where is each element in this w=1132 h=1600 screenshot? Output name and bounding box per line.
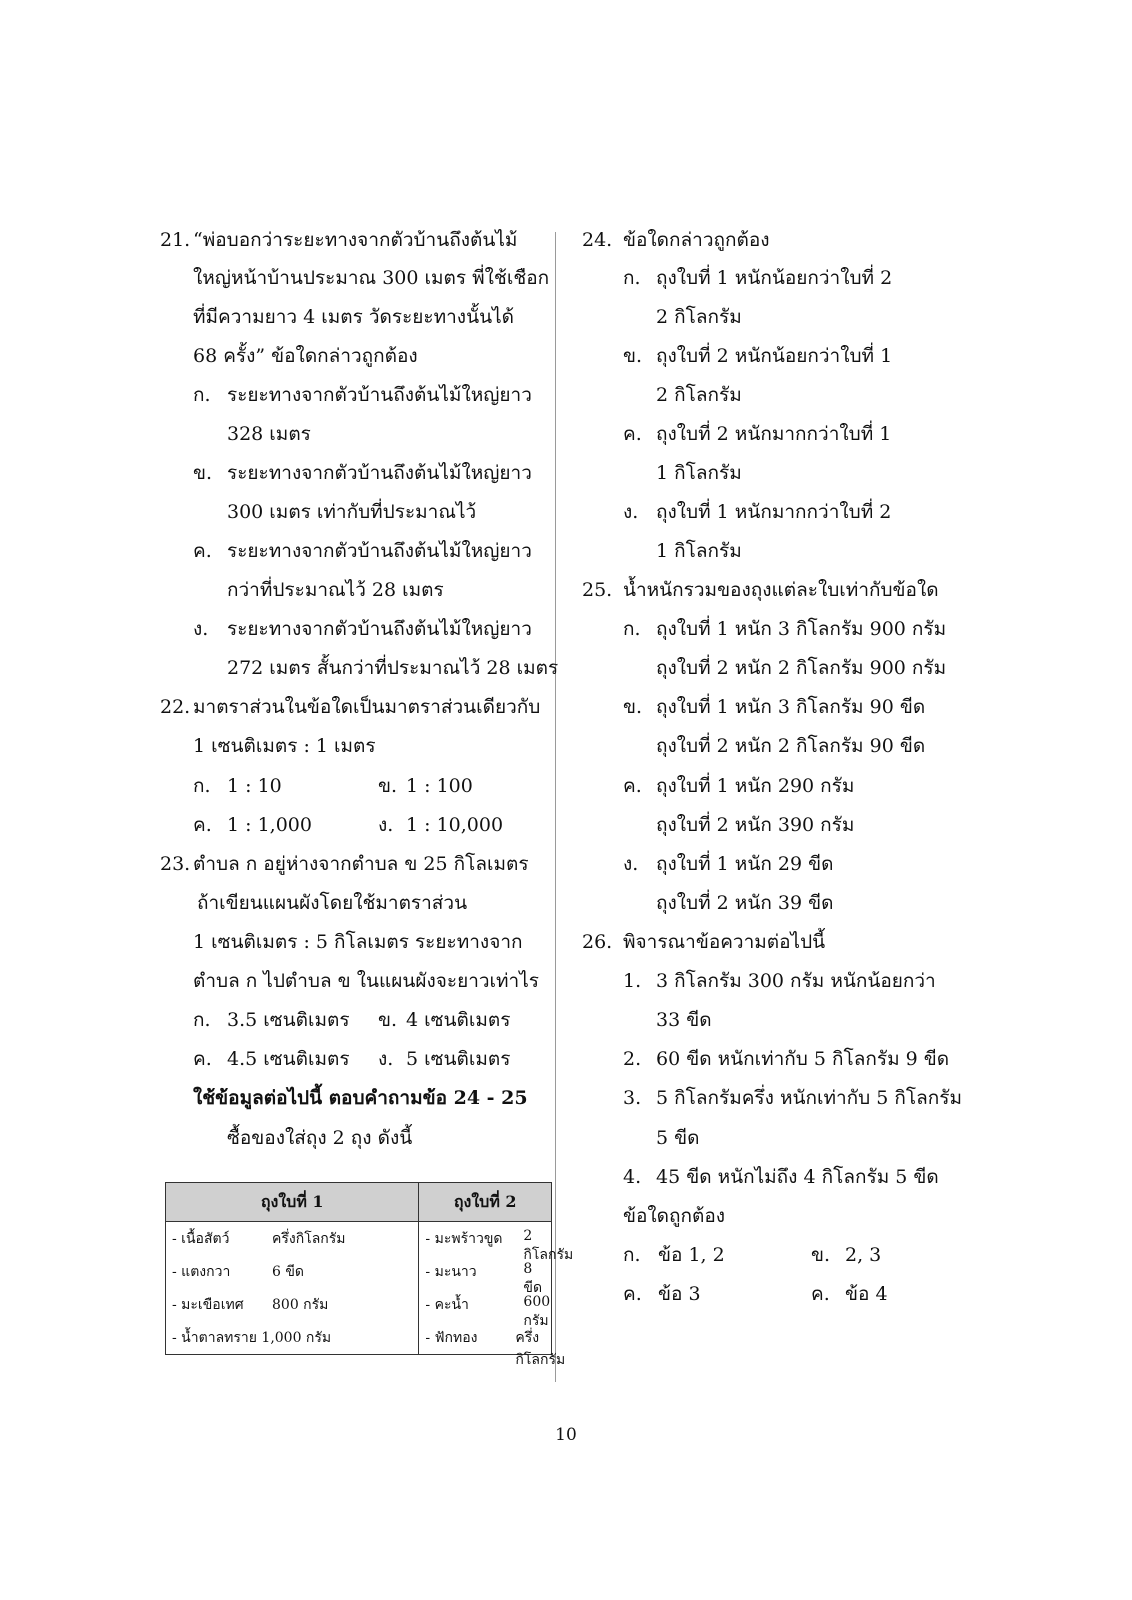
q24-choice-text: ถุงใบที่ 2 หนักมากกว่าใบที่ 1 xyxy=(656,423,892,445)
q21-stem-line: 68 ครั้ง” ข้อใดกล่าวถูกต้อง xyxy=(193,345,418,367)
q26-statement-text: 5 กิโลกรัมครึ่ง หนักเท่ากับ 5 กิโลกรัม xyxy=(656,1087,962,1109)
item-name: - มะเขือเทศ xyxy=(172,1296,244,1313)
q23-choice-label: ค. xyxy=(193,1048,212,1070)
q22-stem-line: 1 เซนติเมตร : 1 เมตร xyxy=(193,735,376,757)
table-row xyxy=(166,1255,552,1288)
q24-choice-text: 2 กิโลกรัม xyxy=(656,384,742,406)
item-amount: ครึ่งกิโลกรัม xyxy=(272,1230,346,1247)
item-amount: 2 กิโลกรัม xyxy=(523,1227,574,1263)
q24-choice-label: ก. xyxy=(623,267,641,289)
q25-stem: น้ำหนักรวมของถุงแต่ละใบเท่ากับข้อใด xyxy=(623,579,939,601)
q21-choice-text: ระยะทางจากตัวบ้านถึงต้นไม้ใหญ่ยาว xyxy=(227,618,532,640)
q21-choice-text: กว่าที่ประมาณไว้ 28 เมตร xyxy=(227,579,444,601)
item-name: - แตงกวา xyxy=(172,1263,231,1280)
q22-choice-text: 1 : 10,000 xyxy=(406,814,504,836)
item-amount: ครึ่งกิโลกรัม xyxy=(515,1329,566,1368)
q21-choice-text: 272 เมตร สั้นกว่าที่ประมาณไว้ 28 เมตร xyxy=(227,657,559,679)
q25-choice-text: ถุงใบที่ 1 หนัก 3 กิโลกรัม 90 ขีด xyxy=(656,696,926,718)
page-number: 10 xyxy=(555,1425,577,1445)
q24-number: 24. xyxy=(582,229,613,251)
table-cell xyxy=(166,1255,419,1288)
item-name: - เนื้อสัตว์ xyxy=(172,1230,230,1247)
item-amount: 600 กรัม xyxy=(523,1293,551,1329)
q23-choice-text: 5 เซนติเมตร xyxy=(406,1048,511,1070)
item-amount: 6 ขีด xyxy=(272,1263,305,1280)
q21-choice-label: ค. xyxy=(193,540,212,562)
q22-choice-label: ค. xyxy=(193,814,212,836)
column-divider xyxy=(555,232,556,1382)
q22-choice-text: 1 : 100 xyxy=(406,775,473,797)
q26-choice-label: ค. xyxy=(623,1283,642,1305)
q26-choice-text: 2, 3 xyxy=(845,1244,882,1266)
table-cell xyxy=(419,1321,566,1368)
q26-statement-text: 5 ขีด xyxy=(656,1127,700,1149)
q25-number: 25. xyxy=(582,579,613,601)
q22-choice-label: ง. xyxy=(378,814,394,836)
info-intro: ซื้อของใส่ถุง 2 ถุง ดังนี้ xyxy=(227,1127,413,1149)
table-cell xyxy=(166,1222,419,1256)
q26-choice-label: ก. xyxy=(623,1244,641,1266)
item-name: - ฟักทอง xyxy=(425,1329,478,1346)
q21-choice-text: ระยะทางจากตัวบ้านถึงต้นไม้ใหญ่ยาว xyxy=(227,540,532,562)
item-name: - มะพร้าวขูด xyxy=(425,1230,503,1247)
q26-choice-label: ค. xyxy=(811,1283,830,1305)
item-amount: 800 กรัม xyxy=(272,1296,329,1313)
q26-statement-text: 3 กิโลกรัม 300 กรัม หนักน้อยกว่า xyxy=(656,970,936,992)
q26-statement-text: 45 ขีด หนักไม่ถึง 4 กิโลกรัม 5 ขีด xyxy=(656,1166,939,1188)
q21-choice-text: 300 เมตร เท่ากับที่ประมาณไว้ xyxy=(227,501,477,523)
table-cell xyxy=(419,1222,574,1263)
q21-choice-text: ระยะทางจากตัวบ้านถึงต้นไม้ใหญ่ยาว xyxy=(227,384,532,406)
q23-choice-label: ข. xyxy=(378,1009,398,1031)
bags-table xyxy=(165,1182,574,1368)
q24-stem: ข้อใดกล่าวถูกต้อง xyxy=(623,229,770,251)
q24-choice-text: ถุงใบที่ 1 หนักน้อยกว่าใบที่ 2 xyxy=(656,267,893,289)
q24-choice-text: 1 กิโลกรัม xyxy=(656,462,742,484)
table-row xyxy=(166,1222,552,1256)
q24-choice-text: 1 กิโลกรัม xyxy=(656,540,742,562)
q26-statement-text: 60 ขีด หนักเท่ากับ 5 กิโลกรัม 9 ขีด xyxy=(656,1048,950,1070)
q21-choice-text: ระยะทางจากตัวบ้านถึงต้นไม้ใหญ่ยาว xyxy=(227,462,532,484)
q24-choice-text: ถุงใบที่ 1 หนักมากกว่าใบที่ 2 xyxy=(656,501,892,523)
q22-stem-line: มาตราส่วนในข้อใดเป็นมาตราส่วนเดียวกับ xyxy=(193,696,541,718)
table-cell xyxy=(166,1321,419,1355)
q26-stem: พิจารณาข้อความต่อไปนี้ xyxy=(623,931,826,953)
table-header-row xyxy=(166,1183,552,1222)
q25-choice-label: ค. xyxy=(623,775,642,797)
q23-stem-line: 1 เซนติเมตร : 5 กิโลเมตร ระยะทางจาก xyxy=(193,931,523,953)
q23-choice-label: ง. xyxy=(378,1048,394,1070)
q23-choice-label: ก. xyxy=(193,1009,211,1031)
q21-stem-line: “พ่อบอกว่าระยะทางจากตัวบ้านถึงต้นไม้ xyxy=(193,229,518,251)
table-row xyxy=(166,1321,552,1355)
q25-choice-text: ถุงใบที่ 2 หนัก 2 กิโลกรัม 90 ขีด xyxy=(656,735,926,757)
item-name: - คะน้ำ xyxy=(425,1296,469,1313)
q26-statement-label: 1. xyxy=(623,970,642,992)
q21-number: 21. xyxy=(160,229,191,251)
table-header-bag1: ถุงใบที่ 1 xyxy=(166,1183,419,1222)
q22-choice-text: 1 : 1,000 xyxy=(227,814,312,836)
q25-choice-text: ถุงใบที่ 2 หนัก 39 ขีด xyxy=(656,892,834,914)
q26-choice-text: ข้อ 3 xyxy=(658,1283,701,1305)
q25-choice-text: ถุงใบที่ 2 หนัก 2 กิโลกรัม 900 กรัม xyxy=(656,657,947,679)
q22-choice-text: 1 : 10 xyxy=(227,775,282,797)
q24-choice-label: ง. xyxy=(623,501,639,523)
table-row xyxy=(166,1288,552,1321)
info-heading: ใช้ข้อมูลต่อไปนี้ ตอบคำถามข้อ 24 - 25 xyxy=(193,1087,528,1109)
q26-number: 26. xyxy=(582,931,613,953)
q25-choice-label: ง. xyxy=(623,853,639,875)
q21-choice-label: ง. xyxy=(193,618,209,640)
q21-stem-line: ที่มีความยาว 4 เมตร วัดระยะทางนั้นได้ xyxy=(193,306,514,328)
q22-choice-label: ข. xyxy=(378,775,398,797)
q21-choice-label: ข. xyxy=(193,462,213,484)
q22-choice-label: ก. xyxy=(193,775,211,797)
item-name: - น้ำตาลทราย 1,000 กรัม xyxy=(172,1329,332,1346)
q23-stem-line: ตำบล ก อยู่ห่างจากตำบล ข 25 กิโลเมตร xyxy=(193,853,529,875)
q25-choice-text: ถุงใบที่ 2 หนัก 390 กรัม xyxy=(656,814,855,836)
q24-choice-label: ข. xyxy=(623,345,643,367)
q26-ask: ข้อใดถูกต้อง xyxy=(623,1205,726,1227)
q23-number: 23. xyxy=(160,853,191,875)
q25-choice-text: ถุงใบที่ 1 หนัก 290 กรัม xyxy=(656,775,855,797)
table-cell xyxy=(419,1288,552,1329)
q26-statement-label: 2. xyxy=(623,1048,642,1070)
q23-stem-line: ตำบล ก ไปตำบล ข ในแผนผังจะยาวเท่าไร xyxy=(193,970,539,992)
q26-statement-label: 4. xyxy=(623,1166,642,1188)
q23-choice-text: 4.5 เซนติเมตร xyxy=(227,1048,350,1070)
q24-choice-text: ถุงใบที่ 2 หนักน้อยกว่าใบที่ 1 xyxy=(656,345,893,367)
q26-choice-label: ข. xyxy=(811,1244,831,1266)
q26-choice-text: ข้อ 1, 2 xyxy=(658,1244,725,1266)
table-cell xyxy=(166,1288,419,1321)
q25-choice-label: ข. xyxy=(623,696,643,718)
q25-choice-text: ถุงใบที่ 1 หนัก 29 ขีด xyxy=(656,853,834,875)
q25-choice-text: ถุงใบที่ 1 หนัก 3 กิโลกรัม 900 กรัม xyxy=(656,618,947,640)
q25-choice-label: ก. xyxy=(623,618,641,640)
table-cell xyxy=(419,1255,552,1296)
q23-stem-line: ถ้าเขียนแผนผังโดยใช้มาตราส่วน xyxy=(197,892,468,914)
q26-choice-text: ข้อ 4 xyxy=(845,1283,888,1305)
q23-choice-text: 4 เซนติเมตร xyxy=(406,1009,511,1031)
q21-choice-label: ก. xyxy=(193,384,211,406)
q24-choice-text: 2 กิโลกรัม xyxy=(656,306,742,328)
q26-statement-label: 3. xyxy=(623,1087,642,1109)
q24-choice-label: ค. xyxy=(623,423,642,445)
table-header-bag2: ถุงใบที่ 2 xyxy=(419,1183,552,1222)
q21-choice-text: 328 เมตร xyxy=(227,423,311,445)
q22-number: 22. xyxy=(160,696,191,718)
q21-stem-line: ใหญ่หน้าบ้านประมาณ 300 เมตร พี่ใช้เชือก xyxy=(193,267,550,289)
q23-choice-text: 3.5 เซนติเมตร xyxy=(227,1009,350,1031)
item-amount: 8 ขีด xyxy=(523,1260,543,1296)
q26-statement-text: 33 ขีด xyxy=(656,1009,712,1031)
item-name: - มะนาว xyxy=(425,1263,477,1280)
